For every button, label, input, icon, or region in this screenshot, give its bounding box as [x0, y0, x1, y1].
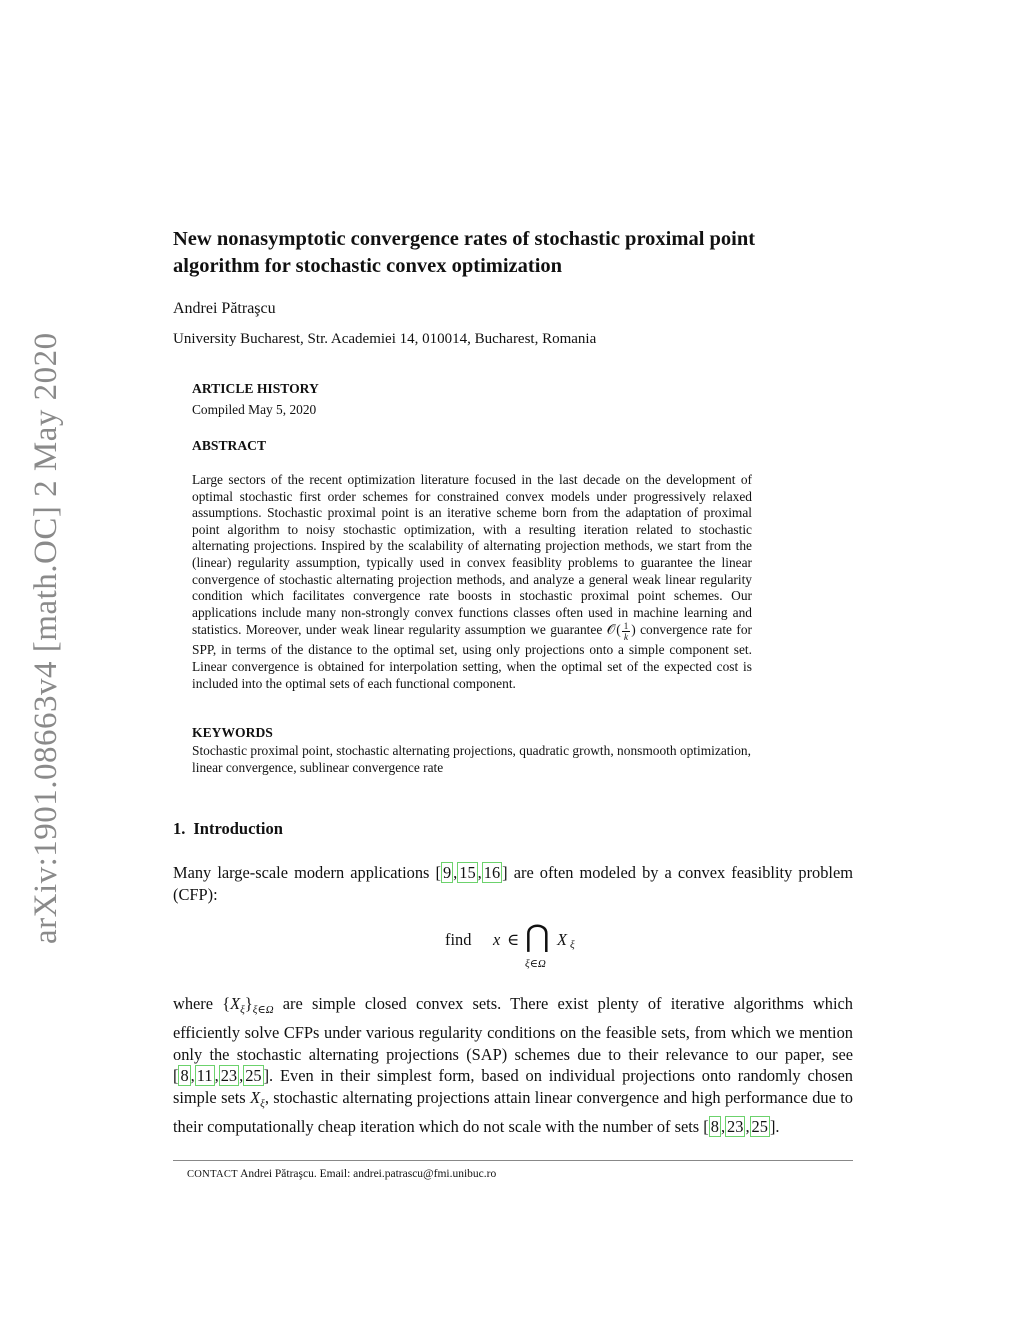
intro-paragraph-1: Many large-scale modern applications [ 9 , 15 , 16 ] are often modeled by a convex feasiblity problem (CFP): — [173, 863, 853, 904]
equation-variable-x: x — [493, 930, 501, 949]
math-set-x: X — [250, 1088, 261, 1108]
display-equation-cfp — [445, 920, 645, 976]
contact-text: Andrei Pătraşcu. Email: andrei.patrascu@fmi.unibuc.ro — [237, 1168, 497, 1180]
intro-p1-text-a: Many large-scale modern applications [ — [173, 863, 441, 882]
intro-p2-text-b: are simple closed convex sets. There exist plenty of iterative algorithms which efficiently solve CFPs under various regularity conditions on the feasible sets, from which we mention only the stochastic alternating projections (SAP) schemes due to their relevance to our paper, see [ — [173, 994, 853, 1086]
section-title-text: Introduction — [193, 819, 283, 838]
math-set-x: X — [230, 994, 241, 1013]
equation-set-subscript: ξ — [570, 939, 575, 951]
citation-link[interactable]: 15 — [459, 863, 476, 882]
arxiv-identifier-stamp: arXiv:1901.08663v4 [math.OC] 2 May 2020 — [28, 332, 64, 944]
abstract-text: Large sectors of the recent optimization literature focused in the last decade on the development of optimal stochastic first order schemes for constrained convex models under progressively relaxed assumptions. Stochastic proximal point is an iterative scheme born from the adaptation of proximal point algorithm to noisy stochastic optimization, with a resulting iteration related to stochastic alternating projections. Inspired by the scalability of alternating projection methods, we start from the (linear) regularity assumption, typically used in convex feasiblity problems to guarantee the linear convergence of stochastic alternating projection methods, and analyze a general weak linear regularity condition which facilitates convergence rate boosts in stochastic proximal point schemes. Our applications include many non-strongly convex functions classes often used in machine learning and statistics. Moreover, under weak linear regularity assumption we guarantee 𝒪 ( $\frac{1}{k}$ ) convergence rate for SPP, in terms of the distance to the optimal set, using only projections onto a simple component set. Linear convergence is obtained for interpolation setting, when the optimal set of the expected cost is included into the optimal sets of each functional component. — [192, 472, 753, 691]
citation-link[interactable]: 16 — [483, 863, 501, 882]
citation-link[interactable]: 25 — [751, 1116, 768, 1136]
math-subscript: ξ — [240, 1004, 245, 1016]
big-o-symbol: 𝒪 — [606, 622, 616, 638]
title-line-1: New nonasymptotic convergence rates of stochastic proximal point — [173, 228, 756, 250]
citation-link[interactable]: 9 — [442, 863, 452, 882]
citation-link[interactable]: 25 — [245, 1066, 262, 1086]
citation-link[interactable]: 23 — [727, 1116, 744, 1136]
contact-label: CONTACT — [187, 1169, 238, 1180]
equation-set-x: X — [557, 930, 568, 949]
math-brace: } — [244, 994, 253, 1013]
keywords-heading: KEYWORDS — [192, 725, 273, 740]
intro-p1-text-b: ] are often modeled by a convex feasiblity problem (CFP): — [173, 863, 853, 904]
section-heading-introduction — [173, 819, 283, 839]
intro-p2-text-e: ]. — [769, 1116, 780, 1136]
citation-link[interactable]: 23 — [220, 1066, 238, 1086]
footnote-divider — [173, 1160, 853, 1161]
paper-title — [173, 226, 853, 280]
math-set-index: ξ∈Ω — [252, 1004, 274, 1016]
citation-link[interactable]: 8 — [180, 1066, 189, 1086]
fraction-denominator: k — [623, 632, 628, 643]
big-intersection-symbol: ⋂ — [525, 920, 550, 953]
equation-find-word: find — [445, 930, 472, 949]
intersection-index: ξ∈Ω — [525, 958, 546, 970]
compiled-date: Compiled May 5, 2020 — [192, 402, 317, 417]
keywords-text: Stochastic proximal point, stochastic alternating projections, quadratic growth, nonsmooth optimization, linear convergence, sublinear convergence rate — [192, 743, 751, 775]
intro-paragraph-2: where $\{X_\xi\}_{\xi\in\Omega}$ are simple closed convex sets. There exist plenty of iterative algorithms which efficiently solve CFPs under various regularity conditions on the feasible sets, from which we mention only the stochastic alternating projections (SAP) schemes due to their relevance to our paper, see [ 8 , 11 , 23 , 25 ]. Even in their simplest form, based on individual projections onto randomly chosen simple sets $X_\xi$, stochastic alternating projections attain linear convergence and high performance due to their computationally cheap iteration which do not scale with the number of sets [ 8 , 23 , 25 ]. — [173, 994, 853, 1136]
intro-p2-text-c: ]. Even in their simplest form, based on individual projections onto randomly chosen simple sets — [173, 1066, 853, 1108]
citation-link[interactable]: 8 — [710, 1116, 719, 1136]
citation-link[interactable]: 11 — [196, 1066, 213, 1086]
equation-element-of-symbol: ∈ — [507, 930, 520, 949]
title-line-2: algorithm for stochastic convex optimization — [173, 255, 563, 277]
math-subscript: ξ — [260, 1098, 265, 1111]
intro-p2-text-d: , stochastic alternating projections attain linear convergence and high performance due to their computationally cheap iteration which do not scale with the number of sets [ — [173, 1088, 853, 1136]
section-number: 1. — [173, 819, 186, 838]
intro-p2-text-a: where { — [173, 994, 231, 1013]
abstract-text-part-2: convergence rate for SPP, in terms of the distance to the optimal set, using only projections onto a simple component set. Linear convergence is obtained for interpolation setting, when the optimal set of the expected cost is included into the optimal sets of each functional component. — [192, 622, 753, 691]
fraction-numerator: 1 — [623, 621, 629, 632]
contact-footnote — [187, 1168, 496, 1180]
one-over-k-fraction — [622, 621, 631, 642]
author-name: Andrei Pătraşcu — [173, 300, 276, 317]
author-affiliation: University Bucharest, Str. Academiei 14, 010014, Bucharest, Romania — [173, 331, 597, 347]
article-history-heading: ARTICLE HISTORY — [192, 381, 319, 396]
abstract-heading: ABSTRACT — [192, 438, 267, 453]
abstract-text-part-1: Large sectors of the recent optimization literature focused in the last decade on the development of optimal stochastic first order schemes for constrained convex models under progressively relaxed assumptions. Stochastic proximal point is an iterative scheme born from the adaptation of proximal point algorithm to noisy stochastic optimization, with a resulting iteration related to stochastic alternating projections. Inspired by the scalability of alternating projection methods, we start from the (linear) regularity assumption, typically used in convex feasiblity problems to guarantee the linear convergence of stochastic alternating projection methods, and analyze a general weak linear regularity condition which facilitates convergence rate boosts in stochastic proximal point schemes. Our applications include many non-strongly convex functions classes often used in machine learning and statistics. Moreover, under weak linear regularity assumption we guarantee — [192, 472, 752, 638]
